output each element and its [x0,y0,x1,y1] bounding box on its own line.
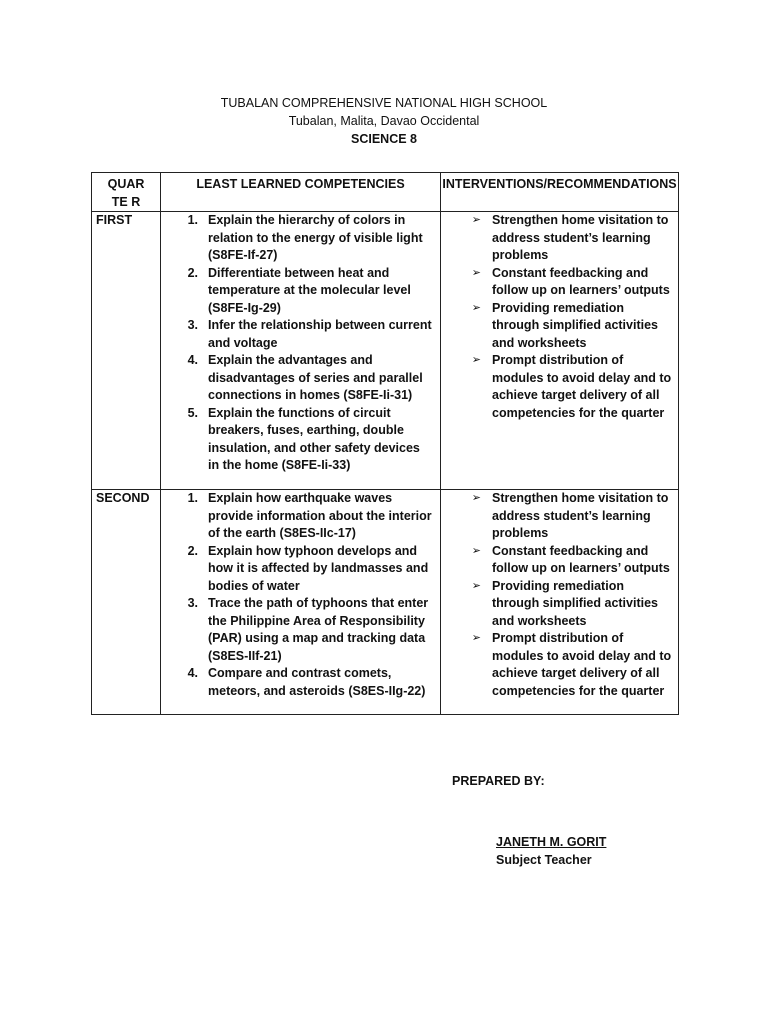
competency-text: Explain the advantages and disadvantages of series and parallel connections in homes (S8FE-Ii-31) [208,353,423,402]
intervention-item [441,352,678,422]
competency-number: 1. [187,491,198,505]
subject-title: SCIENCE 8 [351,132,417,146]
intervention-item [441,300,678,353]
competencies-table [91,172,679,715]
competency-list [161,490,440,700]
competency-number: 5. [187,405,198,420]
arrowhead-bullet-icon: ➢ [471,301,481,314]
header-competencies: LEAST LEARNED COMPETENCIES [161,173,441,212]
competency-item [161,665,440,700]
competency-item [161,595,440,665]
signatory [496,833,606,869]
header-interventions: INTERVENTIONS/RECOMMENDATIONS [441,173,679,212]
table-header-row [92,173,679,212]
competency-item [161,265,440,318]
competency-text: Trace the path of typhoons that enter the Philippine Area of Responsibility (PAR) using a map and tracking data (S8ES-IIf-21) [208,596,429,663]
intervention-list [441,212,678,422]
quarter-cell: FIRST [92,212,161,490]
arrowhead-bullet-icon: ➢ [471,354,481,366]
quarter-cell: SECOND [92,490,161,715]
competency-list [161,212,440,475]
competency-item [161,352,440,405]
intervention-item [441,490,678,543]
competency-number: 3. [187,318,198,332]
competency-text: Explain the hierarchy of colors in relation to the energy of visible light (S8FE-If-27) [208,213,423,262]
intervention-item [441,543,678,578]
arrowhead-bullet-icon: ➢ [471,214,481,226]
table-row [92,490,679,715]
teacher-name: JANETH M. GORIT [496,835,607,849]
interventions-cell [441,212,679,490]
interventions-cell [441,490,679,715]
prepared-by-label: PREPARED BY: [452,774,545,788]
intervention-item [441,578,678,631]
competency-item [161,405,440,475]
intervention-list [441,490,678,700]
competency-number: 3. [187,596,198,610]
competency-item [161,317,440,352]
competency-text: Explain how typhoon develops and how it is affected by landmasses and bodies of water [208,543,429,593]
school-address: Tubalan, Malita, Davao Occidental [288,114,480,128]
header-quarter: QUARTE R [92,173,161,212]
intervention-text: Constant feedbacking and follow up on learners’ outputs [492,265,670,297]
intervention-text: Constant feedbacking and follow up on learners’ outputs [492,543,670,575]
intervention-text: Providing remediation through simplified activities and worksheets [492,300,658,350]
intervention-item [441,630,678,700]
competency-item [161,490,440,543]
intervention-item [441,212,678,265]
competency-item [161,212,440,265]
competency-number: 2. [187,543,198,558]
intervention-text: Prompt distribution of modules to avoid delay and to achieve target delivery of all competencies for the quarter [492,631,672,698]
competency-number: 4. [187,666,198,680]
competency-item [161,543,440,596]
teacher-role: Subject Teacher [496,853,592,867]
intervention-text: Providing remediation through simplified activities and worksheets [492,578,658,628]
competency-number: 1. [187,213,198,227]
competency-text: Explain the functions of circuit breakers, fuses, earthing, double insulation, and other safety devices in the home (S8FE-Ii-33) [208,405,420,472]
competencies-cell [161,212,441,490]
arrowhead-bullet-icon: ➢ [471,544,481,557]
document-header [0,94,768,148]
arrowhead-bullet-icon: ➢ [471,492,481,504]
competencies-cell [161,490,441,715]
arrowhead-bullet-icon: ➢ [471,632,481,644]
intervention-text: Strengthen home visitation to address student’s learning problems [492,491,669,540]
competency-number: 2. [187,265,198,280]
arrowhead-bullet-icon: ➢ [471,579,481,592]
intervention-text: Strengthen home visitation to address student’s learning problems [492,213,669,262]
competency-text: Infer the relationship between current and voltage [208,318,432,350]
table-row [92,212,679,490]
competency-number: 4. [187,353,198,367]
competency-text: Compare and contrast comets, meteors, and asteroids (S8ES-IIg-22) [208,666,426,698]
intervention-text: Prompt distribution of modules to avoid delay and to achieve target delivery of all competencies for the quarter [492,353,672,420]
competency-text: Explain how earthquake waves provide information about the interior of the earth (S8ES-IIc-17) [208,491,432,540]
school-name: TUBALAN COMPREHENSIVE NATIONAL HIGH SCHOOL [220,96,548,110]
arrowhead-bullet-icon: ➢ [471,266,481,279]
competency-text: Differentiate between heat and temperature at the molecular level (S8FE-Ig-29) [208,265,411,315]
intervention-item [441,265,678,300]
table-body [92,212,679,715]
